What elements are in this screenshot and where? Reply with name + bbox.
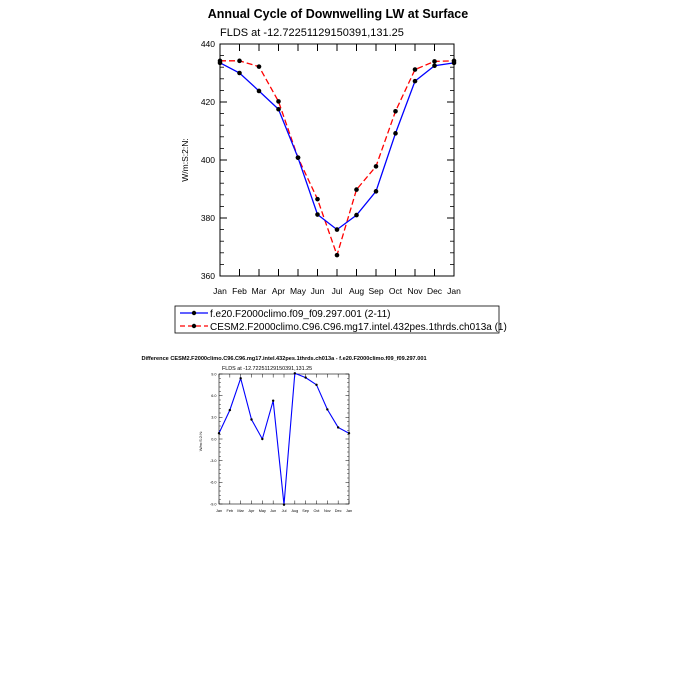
main-xtick-label: Jul — [331, 286, 343, 296]
main-xtick-label: Jan — [447, 286, 461, 296]
diff-series-0-point — [229, 409, 231, 411]
diff-chart-title: Difference CESM2.F2000climo.C96.C96.mg17.intel.432pes.1thrds.ch013a - f.e20.F2000climo.f09_f09.297.001 — [141, 356, 427, 362]
diff-series-layer — [218, 372, 350, 506]
main-xtick-label: Jun — [310, 286, 325, 296]
main-series-1-point — [276, 99, 281, 104]
main-series-0-point — [218, 61, 223, 66]
diff-series-0-point — [348, 432, 350, 434]
main-chart-title: Annual Cycle of Downwelling LW at Surface — [207, 7, 469, 21]
diff-series-0-point — [261, 438, 263, 440]
main-ytick-label: 420 — [200, 96, 215, 107]
diff-series-0-point — [283, 504, 285, 506]
main-series-1-point — [315, 197, 320, 202]
diff-series-0-point — [304, 376, 306, 378]
diff-series-0-point — [239, 377, 241, 379]
diff-series-0-point — [294, 372, 296, 374]
main-xtick-label: Sep — [368, 286, 384, 296]
diff-ytick-label: 3.0 — [211, 415, 217, 420]
main-series-0-point — [432, 63, 437, 68]
diff-ytick-label: -3.0 — [209, 458, 217, 463]
diff-xtick-label: Dec — [334, 509, 342, 513]
main-series-layer — [218, 59, 457, 258]
main-series-1-point — [354, 187, 359, 192]
main-chart-ylabel: W/m:S:2:N: — [180, 138, 190, 182]
main-series-0-point — [237, 71, 242, 76]
diff-xtick-label: Jun — [270, 509, 277, 513]
main-series-1-point — [237, 59, 242, 64]
diff-series-0-point — [250, 418, 252, 420]
main-series-1-point — [374, 164, 379, 169]
diff-xtick-label: Apr — [248, 509, 255, 513]
diff-chart-ylabel: W/m:S:2:N: — [198, 430, 203, 452]
diff-xtick-label: Aug — [291, 509, 299, 513]
diff-series-0-point — [315, 384, 317, 386]
main-series-0-point — [354, 213, 359, 218]
main-series-1-line — [220, 61, 454, 255]
main-series-1-point — [413, 67, 418, 72]
diff-x-axis — [216, 374, 352, 513]
main-series-1-point — [393, 109, 398, 114]
main-series-0-point — [374, 189, 379, 194]
main-series-0-point — [296, 155, 301, 160]
main-series-0-point — [335, 227, 340, 232]
main-series-0-point — [393, 131, 398, 136]
diff-chart-subtitle: FLDS at -12.72251129150391,131.25 — [222, 366, 313, 372]
main-series-0-point — [413, 79, 418, 84]
main-series-1-point — [432, 59, 437, 64]
legend-label-1: CESM2.F2000climo.C96.C96.mg17.intel.432pes.1thrds.ch013a (1) — [210, 322, 507, 333]
legend-swatch-marker-1 — [192, 324, 196, 328]
diff-y-axis — [210, 372, 349, 506]
main-chart — [175, 7, 507, 333]
main-xtick-label: Mar — [251, 286, 267, 296]
main-xtick-label: Jan — [213, 286, 227, 296]
main-chart-subtitle: FLDS at -12.72251129150391,131.25 — [220, 27, 404, 39]
diff-ytick-label: 0.0 — [211, 437, 217, 442]
diff-series-0-line — [219, 373, 349, 504]
main-series-0-point — [276, 107, 281, 112]
main-xtick-label: Feb — [232, 286, 247, 296]
main-x-axis — [213, 44, 461, 296]
main-y-axis — [201, 39, 454, 281]
main-series-0-point — [257, 89, 262, 94]
main-xtick-label: Oct — [388, 286, 403, 296]
diff-xtick-label: Oct — [313, 509, 320, 513]
diff-chart — [141, 356, 426, 513]
diff-series-0-point — [272, 400, 274, 402]
diff-plot-frame — [219, 374, 349, 504]
diff-series-0-point — [326, 408, 328, 410]
diff-xtick-label: Jan — [215, 509, 223, 513]
main-xtick-label: Dec — [426, 286, 443, 296]
main-series-0-point — [452, 61, 457, 66]
diff-xtick-label: Jul — [281, 509, 287, 513]
diff-xtick-label: Jan — [345, 509, 353, 513]
main-series-0-point — [315, 212, 320, 217]
diff-ytick-label: 6.0 — [211, 393, 217, 398]
diff-ytick-label: -9.0 — [209, 502, 217, 507]
main-series-1-point — [335, 253, 340, 258]
main-xtick-label: Apr — [271, 286, 286, 296]
legend-swatch-marker-0 — [192, 311, 196, 315]
main-ytick-label: 380 — [200, 212, 215, 223]
main-ytick-label: 360 — [200, 270, 215, 281]
legend-label-0: f.e20.F2000climo.f09_f09.297.001 (2-11) — [210, 309, 391, 320]
diff-series-0-point — [218, 432, 220, 434]
main-ytick-label: 400 — [200, 154, 215, 165]
diff-ytick-label: -6.0 — [209, 480, 217, 485]
diff-ytick-label: 9.0 — [211, 372, 217, 377]
main-series-0-line — [220, 63, 454, 230]
legend — [175, 306, 507, 333]
main-xtick-label: May — [289, 286, 307, 296]
main-ytick-label: 440 — [200, 38, 215, 49]
diff-xtick-label: Mar — [237, 509, 244, 513]
main-xtick-label: Nov — [407, 286, 423, 296]
diff-xtick-label: Nov — [323, 509, 331, 513]
main-series-1-point — [257, 64, 262, 69]
diff-series-0-point — [337, 426, 339, 428]
diff-xtick-label: Feb — [226, 509, 234, 513]
main-xtick-label: Aug — [348, 286, 365, 296]
diff-xtick-label: Sep — [302, 509, 310, 513]
diff-xtick-label: May — [258, 509, 266, 513]
